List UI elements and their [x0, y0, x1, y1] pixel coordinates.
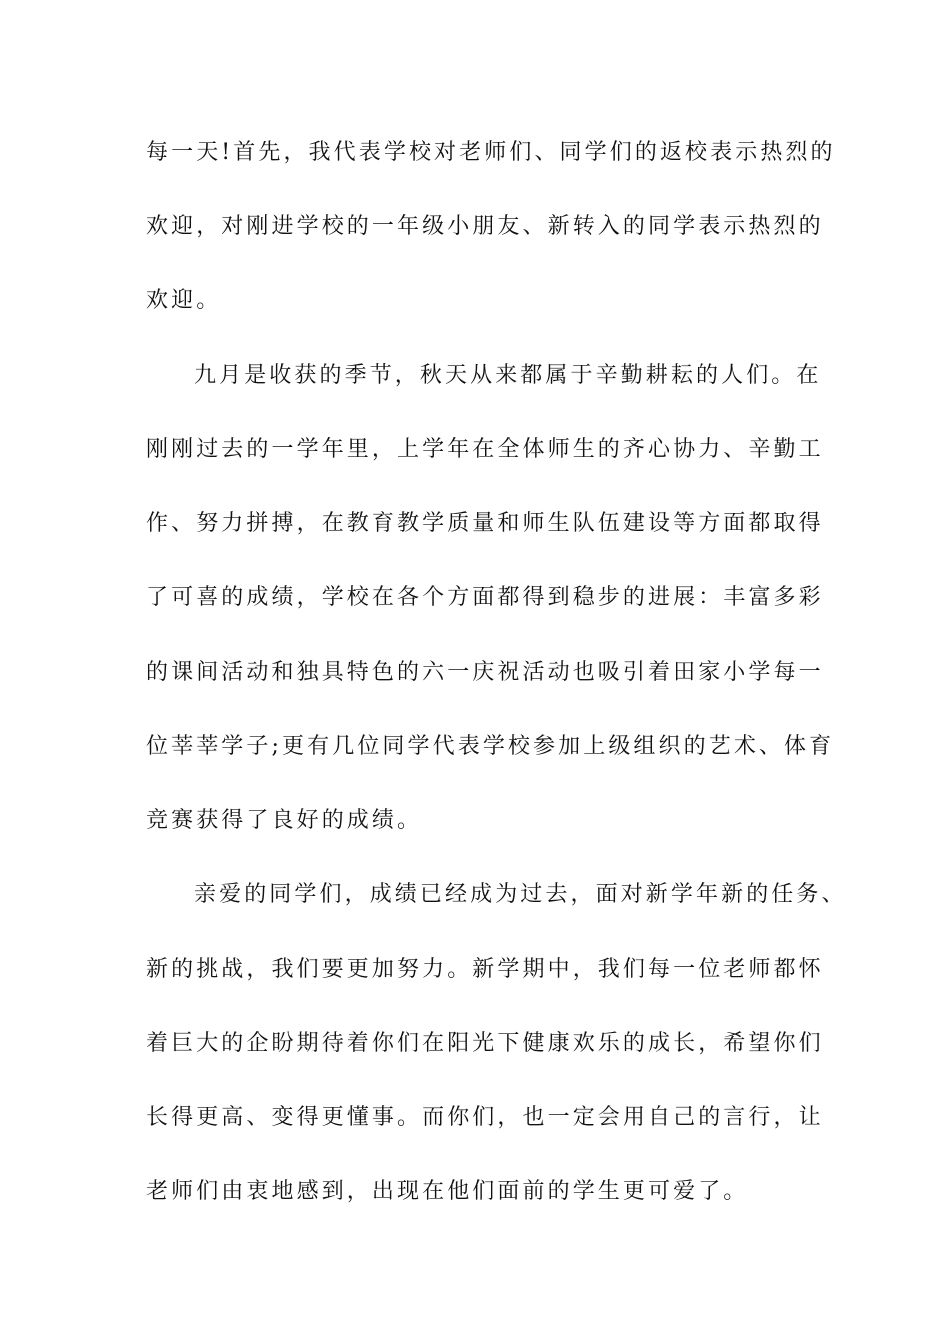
paragraph-3-line-3: 着巨大的企盼期待着你们在阳光下健康欢乐的成长，希望你们 — [146, 1031, 824, 1056]
paragraph-3-line-1: 亲爱的同学们，成绩已经成为过去，面对新学年新的任务、 — [194, 882, 847, 907]
paragraph-1-line-2: 欢迎，对刚进学校的一年级小朋友、新转入的同学表示热烈的 — [146, 214, 824, 239]
paragraph-2-line-5: 的课间活动和独具特色的六一庆祝活动也吸引着田家小学每一 — [146, 660, 824, 685]
paragraph-2-line-1: 九月是收获的季节，秋天从来都属于辛勤耕耘的人们。在 — [194, 363, 822, 388]
paragraph-1-line-1: 每一天!首先，我代表学校对老师们、同学们的返校表示热烈的 — [146, 140, 836, 165]
paragraph-3-line-2: 新的挑战，我们要更加努力。新学期中，我们每一位老师都怀 — [146, 957, 824, 982]
paragraph-2-line-3: 作、努力拼搏，在教育教学质量和师生队伍建设等方面都取得 — [146, 511, 824, 536]
paragraph-2-line-4: 了可喜的成绩，学校在各个方面都得到稳步的进展：丰富多彩 — [146, 585, 824, 610]
paragraph-1-line-3: 欢迎。 — [146, 288, 222, 313]
paragraph-2-line-7: 竞赛获得了良好的成绩。 — [146, 808, 423, 833]
paragraph-2-line-2: 刚刚过去的一学年里，上学年在全体师生的齐心协力、辛勤工 — [146, 437, 824, 462]
paragraph-3-line-5: 老师们由衷地感到，出现在他们面前的学生更可爱了。 — [146, 1179, 749, 1204]
paragraph-3-line-4: 长得更高、变得更懂事。而你们，也一定会用自己的言行，让 — [146, 1105, 824, 1130]
paragraph-2-line-6: 位莘莘学子;更有几位同学代表学校参加上级组织的艺术、体育 — [146, 734, 835, 759]
